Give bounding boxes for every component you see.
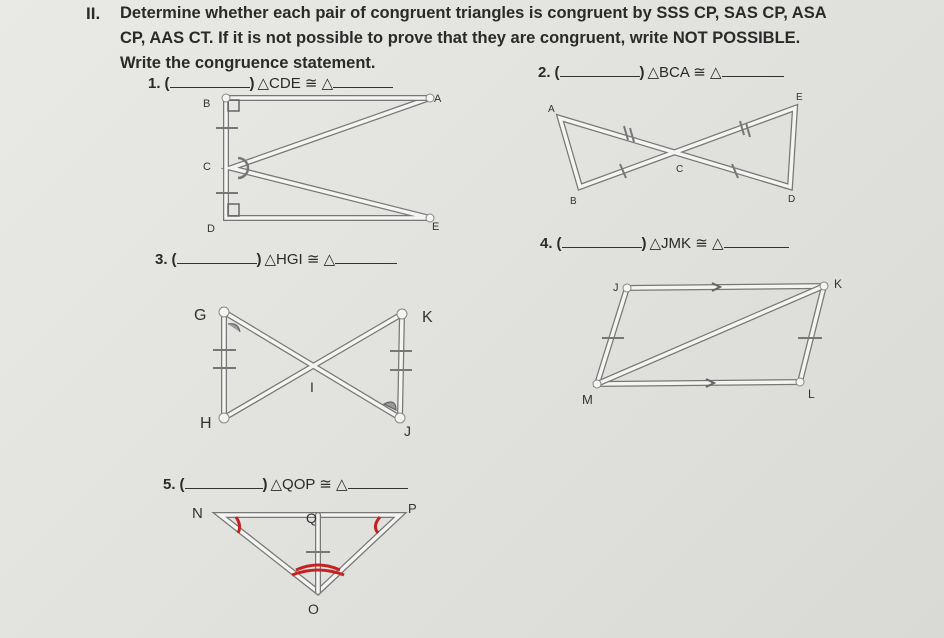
fig4-label-k: K [834,277,843,291]
fig3-label-h: H [200,415,212,432]
fig2-label-d: D [788,194,796,205]
problem-1: 1. ( ) △CDE ≅ △ [148,74,393,92]
section-number: II. [86,4,101,23]
problem-5-statement: △QOP ≅ △ [270,476,348,493]
fig5-label-q: Q [306,510,317,526]
problem-1-number: 1. [148,75,161,92]
problem-2-statement: △BCA ≅ △ [647,64,722,81]
fig4-label-j: J [613,282,619,294]
fig3-label-g: G [194,307,207,324]
problem-3: 3. ( ) △HGI ≅ △ [155,250,397,268]
fig1-label-e: E [432,221,440,233]
fig2-label-a: A [548,104,555,115]
fig1-label-a: A [434,93,442,105]
fig1-label-d: D [207,223,215,235]
problem-2-number: 2. [538,64,551,81]
fig5-label-p: P [408,501,417,516]
problem-3-statement: △HGI ≅ △ [264,251,336,268]
problem-4-number: 4. [540,235,553,252]
problem-5: 5. ( ) △QOP ≅ △ [163,475,408,493]
fig1-label-c: C [203,161,211,173]
instruction-line-2: CP, AAS CT. If it is not possible to prove that they are congruent, write NOT POSSIBLE. [120,29,801,47]
instruction-line-1: Determine whether each pair of congruent triangles is congruent by SSS CP, SAS CP, ASA [120,4,827,22]
problem-1-statement: △CDE ≅ △ [257,75,334,92]
fig3-label-j: J [404,423,411,439]
fig2-label-b: B [570,196,577,207]
fig3-label-i: I [310,379,314,395]
fig5-label-n: N [192,505,203,522]
fig2-label-c: C [676,164,684,175]
fig2-label-e: E [796,92,803,103]
problem-4: 4. ( ) △JMK ≅ △ [540,234,789,252]
figure-4 [582,277,842,407]
problem-4-statement: △JMK ≅ △ [649,235,724,252]
fig3-label-k: K [422,309,433,326]
problem-5-number: 5. [163,476,176,493]
problem-2: 2. ( ) △BCA ≅ △ [538,63,784,81]
figure-2 [548,92,803,207]
instruction-line-3: Write the congruence statement. [120,54,376,72]
problem-3-number: 3. [155,251,168,268]
fig4-label-l: L [808,387,815,401]
figure-5 [192,501,417,617]
fig1-label-b: B [203,98,211,110]
figure-1 [203,93,442,235]
fig4-label-m: M [582,392,593,407]
fig5-label-o: O [308,601,319,617]
figure-3 [194,307,433,439]
